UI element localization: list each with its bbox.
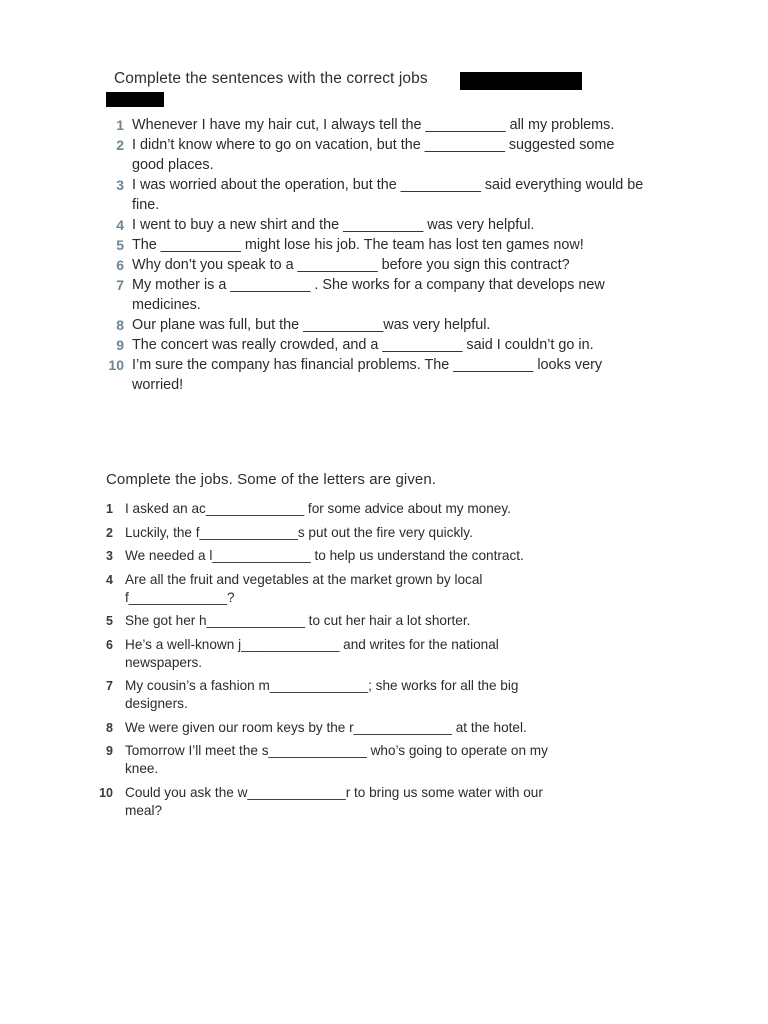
- item-text: Whenever I have my hair cut, I always tell the __________ all my problems.: [132, 117, 615, 133]
- item-number: 7: [106, 679, 113, 693]
- item-text: Tomorrow I’ll meet the s_____________ who’s going to operate on my knee.: [125, 743, 548, 776]
- list-item: [108, 175, 648, 215]
- item-text: I was worried about the operation, but the __________ said everything would be fine.: [132, 177, 644, 213]
- list-item: [108, 115, 648, 135]
- item-number: 6: [106, 637, 113, 652]
- item-text: I’m sure the company has financial problems. The __________ looks very worried!: [132, 357, 603, 393]
- list-item: [108, 275, 648, 315]
- item-number: 6: [116, 257, 124, 273]
- list-item: [98, 571, 548, 607]
- list-item: [108, 315, 648, 335]
- list-item: [98, 636, 548, 672]
- item-number: 2: [116, 137, 124, 153]
- item-text: My cousin’s a fashion m_____________; she works for all the big designers.: [125, 678, 519, 711]
- item-text: She got her h_____________ to cut her hair a lot shorter.: [125, 613, 471, 628]
- item-text: We were given our room keys by the r_____________ at the hotel.: [125, 719, 527, 735]
- item-number: 7: [116, 277, 124, 293]
- item-number: 8: [116, 317, 124, 333]
- item-text: The __________ might lose his job. The team has lost ten games now!: [132, 237, 584, 253]
- item-number: 5: [116, 237, 124, 253]
- list-item: [108, 255, 648, 275]
- item-text: I asked an ac_____________ for some advice about my money.: [125, 501, 511, 516]
- item-number: 10: [99, 785, 113, 800]
- section-1-title: Complete the sentences with the correct jobs: [114, 70, 428, 87]
- item-number: 10: [108, 357, 124, 373]
- item-text: We needed a l_____________ to help us understand the contract.: [125, 548, 524, 563]
- list-item: [108, 135, 648, 175]
- list-item: [98, 677, 548, 713]
- list-item: [98, 719, 548, 737]
- item-number: 2: [106, 525, 113, 540]
- redaction-bar: [460, 72, 582, 90]
- item-number: 5: [106, 614, 113, 628]
- list-item: [108, 215, 648, 235]
- item-number: 4: [106, 572, 113, 587]
- list-item: [98, 547, 548, 565]
- section-1-list: [108, 115, 648, 395]
- item-number: 3: [106, 549, 113, 563]
- list-item: [108, 235, 648, 255]
- item-text: He’s a well-known j_____________ and writes for the national newspapers.: [125, 636, 499, 670]
- redaction-bar: [106, 92, 164, 107]
- item-text: My mother is a __________ . She works for a company that develops new medicines.: [132, 277, 605, 313]
- item-number: 9: [116, 337, 124, 353]
- item-number: 3: [116, 177, 124, 193]
- item-text: The concert was really crowded, and a __________ said I couldn’t go in.: [132, 337, 594, 353]
- list-item: [98, 500, 548, 518]
- item-number: 9: [106, 744, 113, 758]
- list-item: [108, 335, 648, 355]
- item-text: Our plane was full, but the __________was very helpful.: [132, 317, 491, 333]
- item-text: Luckily, the f_____________s put out the fire very quickly.: [125, 524, 473, 540]
- item-text: I went to buy a new shirt and the __________ was very helpful.: [132, 217, 535, 233]
- section-2-list: [98, 500, 548, 825]
- section-2-title: Complete the jobs. Some of the letters are given.: [106, 471, 437, 488]
- list-item: [98, 524, 548, 542]
- list-item: [98, 784, 548, 820]
- list-item: [98, 612, 548, 630]
- item-number: 1: [116, 117, 124, 133]
- list-item: [108, 355, 648, 395]
- item-number: 4: [116, 217, 124, 233]
- item-text: Why don’t you speak to a __________ before you sign this contract?: [132, 257, 570, 273]
- item-text: I didn’t know where to go on vacation, but the __________ suggested some good places.: [132, 137, 615, 173]
- list-item: [98, 742, 548, 778]
- item-number: 1: [106, 502, 113, 516]
- item-number: 8: [106, 720, 113, 735]
- item-text: Could you ask the w_____________r to bring us some water with our meal?: [125, 784, 543, 818]
- item-text: Are all the fruit and vegetables at the market grown by local f_____________?: [125, 571, 483, 605]
